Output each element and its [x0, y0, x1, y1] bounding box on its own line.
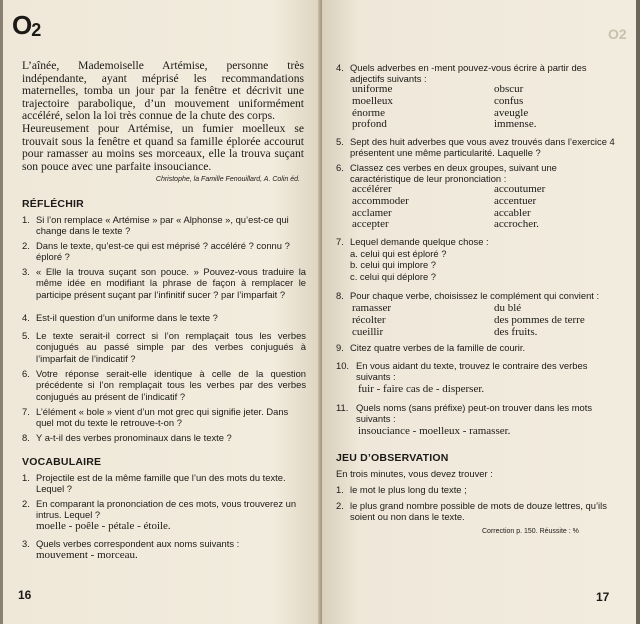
question: 10. En vous aidant du texte, trouvez le contraire des verbes suivants :	[336, 360, 588, 383]
word-column: obscur confus aveugle immense.	[494, 83, 537, 131]
question: 4. Quels adverbes en -ment pouvez-vous écrire à partir des adjectifs suivants :	[336, 62, 587, 85]
word-column: accélérer accommoder acclamer accepter	[352, 183, 409, 231]
page-number: 16	[18, 588, 32, 602]
vocabulaire-heading: VOCABULAIRE	[22, 456, 102, 468]
question: 2. En comparant la prononciation de ces mots, vous trouverez un intrus. Lequel ?	[22, 498, 297, 521]
question: 8. Pour chaque verbe, choisissez le complément qui convient :	[336, 290, 600, 301]
jeu-item: 1. le mot le plus long du texte ;	[336, 484, 467, 495]
page-number: 17	[596, 590, 610, 604]
question: 2. Dans le texte, qu’est-ce qui est méprisé ? accéléré ? connu ? éploré ?	[22, 240, 290, 263]
word-column: accoutumer accentuer accabler accrocher.	[494, 183, 546, 231]
option-list: a. celui qui est éploré ? b. celui qui implore ? c. celui qui déplore ?	[350, 248, 447, 282]
page-edge	[0, 0, 3, 624]
corner-mark: O2	[608, 26, 627, 42]
jeu-intro: En trois minutes, vous devez trouver :	[336, 468, 493, 479]
question: 3. « Elle la trouva suçant son pouce. » Pouvez-vous traduire la même idée en modifiant la phrase de façon à remplacer le participe présent suçant par l’infinitif sucer ? par l’imparfait ?	[22, 266, 306, 300]
jeu-heading: JEU D’OBSERVATION	[336, 452, 449, 464]
question: 6. Votre réponse serait-elle identique à celle de la question précédente si l’on remplaçait tous les verbes par des verbes conjugués au présent de l’indicatif ?	[22, 368, 306, 402]
word-column: ramasser récolter cueillir	[352, 302, 392, 338]
lesson-title: $O_2$	[12, 10, 41, 40]
story-text	[22, 60, 304, 173]
story-paragraph: Heureusement pour Artémise, un fumier moelleux se trouvait sous la fenêtre et quand sa famille éplorée accourut pour ramasser au moins ses morceaux, elle la trouva suçant son pouce avec une parfaite insouciance.	[22, 121, 304, 173]
question: 5. Sept des huit adverbes que vous avez trouvés dans l’exercice 4 présentent une même particularité. Laquelle ?	[336, 136, 615, 159]
story-credit: Christophe, la Famille Fenouillard, A. Colin éd.	[155, 176, 300, 183]
reflechir-heading: RÉFLÉCHIR	[22, 198, 84, 210]
word-list: mouvement - morceau.	[36, 549, 138, 561]
word-list: insouciance - moelleux - ramasser.	[358, 425, 511, 437]
question: 9. Citez quatre verbes de la famille de courir.	[336, 342, 526, 353]
question: 11. Quels noms (sans préfixe) peut-on trouver dans les mots suivants :	[336, 402, 593, 425]
question: 7. Lequel demande quelque chose :	[336, 236, 489, 247]
correction-note: Correction p. 150. Réussite : %	[482, 528, 579, 535]
question: 3. Quels verbes correspondent aux noms suivants :	[22, 538, 240, 549]
question: 4. Est-il question d’un uniforme dans le texte ?	[22, 312, 218, 323]
word-list: fuir - faire cas de - disperser.	[358, 383, 485, 395]
question: 6. Classez ces verbes en deux groupes, suivant une caractéristique de leur prononciation :	[336, 162, 557, 185]
question: 5. Le texte serait-il correct si l’on remplaçait tous les verbes conjugués au passé simple par des verbes conjugués à l’imparfait de l’indicatif ?	[22, 330, 306, 364]
question: 7. L’élément « bole » vient d’un mot grec qui signifie jeter. Dans quel mot du texte le retrouve-t-on ?	[22, 406, 289, 429]
question: 8. Y a-t-il des verbes pronominaux dans le texte ?	[22, 432, 232, 443]
word-list: moelle - poêle - pétale - étoile.	[36, 520, 171, 532]
question: 1. Si l’on remplace « Artémise » par « Alphonse », qu’est-ce qui change dans le texte ?	[22, 214, 289, 237]
question: 1. Projectile est de la même famille que l’un des mots du texte. Lequel ?	[22, 472, 286, 495]
jeu-item: 2. le plus grand nombre possible de mots de douze lettres, qu’ils soient ou non dans le texte.	[336, 500, 607, 523]
story-paragraph: L’aînée, Mademoiselle Artémise, personne très indépendante, ayant méprisé les recommandations maternelles, tomba un jour par la fenêtre et décrivit une trajectoire parabolique, d’un mouvement uniformément accéléré, selon la loi très connue de la chute des corps.	[22, 59, 304, 123]
word-column: du blé des pommes de terre des fruits.	[494, 302, 585, 338]
word-column: uniforme moelleux énorme profond	[352, 83, 393, 131]
page-edge	[636, 0, 640, 624]
right-page	[322, 0, 640, 624]
